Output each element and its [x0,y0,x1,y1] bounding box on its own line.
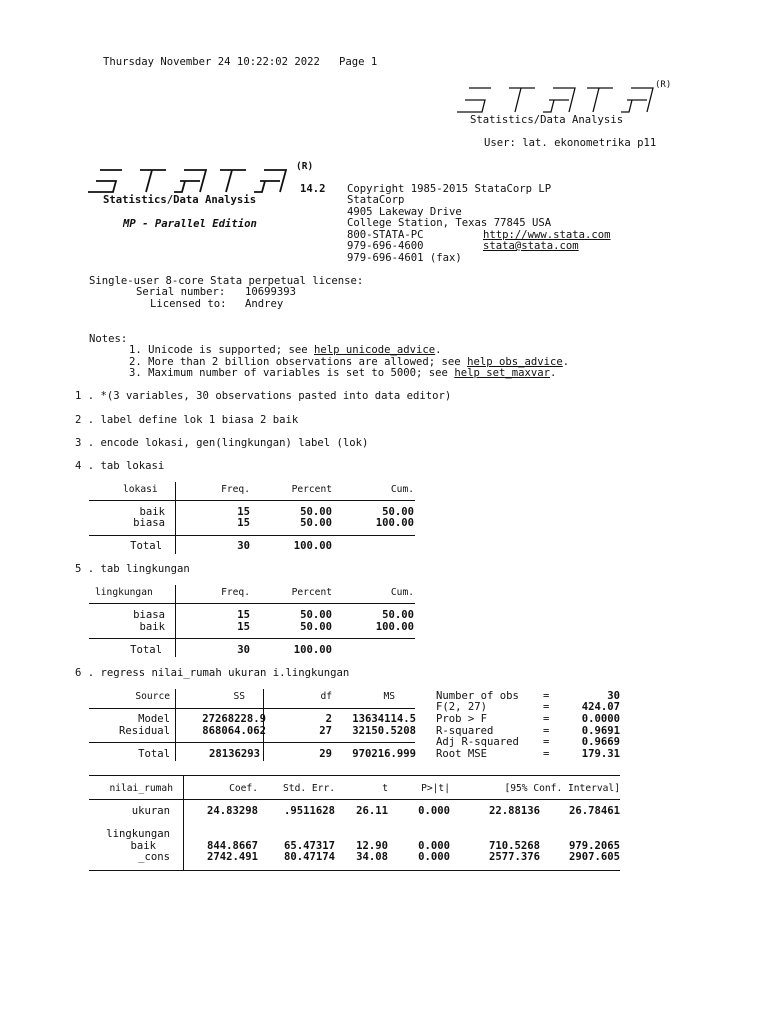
coef-ci-hi: 2907.605 [568,851,620,863]
anova-total-df: 29 [319,748,332,760]
coef-se: 80.47174 [283,851,335,863]
tab2-var-header: lingkungan [95,587,153,598]
coef-row-label: baik [130,840,156,852]
stat-label: Adj R-squared [436,736,519,748]
anova-row-label: Model [138,713,170,725]
command-5: 5 . tab lingkungan [75,563,190,575]
stat-value: 0.9669 [581,736,620,748]
table-cell-freq: 15 [237,609,250,621]
serial-label: Serial number: [136,286,226,298]
stat-label: F(2, 27) [436,701,488,713]
phone-2: 979-696-4600 [347,240,424,252]
coef-bottom-rule [89,870,620,871]
total-percent: 100.00 [293,644,332,656]
coef-p: 0.000 [418,840,450,852]
coef-group-label: lingkungan [106,828,170,840]
coef-ci-lo: 22.88136 [488,805,540,817]
tab1-var-header: lokasi [123,484,158,495]
table-cell-cum: 100.00 [375,621,414,633]
anova-df-header: df [320,691,332,702]
stat-value: 179.31 [581,748,620,760]
tab1-divider [89,500,415,501]
help-maxvar-link[interactable]: help set_maxvar [454,367,550,379]
note-3: 3. Maximum number of variables is set to 5000; see help set_maxvar. [129,367,557,379]
stat-value: 0.9691 [581,725,620,737]
tab1-total-divider [89,535,415,536]
small-logo-registered: (R) [655,80,672,90]
anova-total-divider [89,742,415,743]
total-label: Total [130,644,162,656]
anova-residual-df: 27 [319,725,332,737]
tab2-freq-header: Freq. [221,587,250,598]
coef-p-header: P>|t| [421,783,450,794]
banner-version: 14.2 [300,183,326,195]
table-cell-percent: 50.00 [300,517,332,529]
table-cell-percent: 50.00 [300,609,332,621]
fax: 979-696-4601 (fax) [347,252,462,264]
address-line-1: 4905 Lakeway Drive [347,206,462,218]
stat-eq: = [543,725,550,737]
anova-residual-ms: 32150.5208 [352,725,416,737]
table-cell-cum: 100.00 [375,517,414,529]
coef-t: 34.08 [356,851,388,863]
table-cell-freq: 15 [237,517,250,529]
license-line: Single-user 8-core Stata perpetual license: [89,275,364,287]
coef-se-header: Std. Err. [283,783,335,794]
tab1-percent-header: Percent [291,484,332,495]
coef-value: 24.83298 [206,805,258,817]
stat-value: 424.07 [581,701,620,713]
licensed-label: Licensed to: [150,298,227,310]
stata-logo-banner [86,166,296,196]
website-link[interactable]: http://www.stata.com [483,229,611,241]
tab2-divider [89,603,415,604]
anova-ss-header: SS [233,691,245,702]
table-row-label: biasa [133,517,165,529]
coef-ci-hi: 979.2065 [568,840,620,852]
table-cell-cum: 50.00 [382,506,414,518]
anova-total-ms: 970216.999 [352,748,416,760]
anova-model-df: 2 [325,713,332,725]
stat-eq: = [543,701,550,713]
coef-se: 65.47317 [283,840,335,852]
copyright: Copyright 1985-2015 StataCorp LP [347,183,552,195]
anova-total-ss: 28136293 [208,748,260,760]
command-3: 3 . encode lokasi, gen(lingkungan) label (lok) [75,437,369,449]
stat-value: 30 [607,690,620,702]
anova-row-label: Residual [118,725,170,737]
table-row-label: biasa [133,609,165,621]
stat-label: Prob > F [436,713,488,725]
help-obs-link[interactable]: help obs_advice [467,356,563,368]
coef-ci-lo: 2577.376 [488,851,540,863]
command-4: 4 . tab lokasi [75,460,165,472]
coef-t: 26.11 [356,805,388,817]
address-line-2: College Station, Texas 77845 USA [347,217,552,229]
coef-t-header: t [382,783,388,794]
company: StataCorp [347,194,405,206]
tab2-percent-header: Percent [291,587,332,598]
coef-t: 12.90 [356,840,388,852]
serial-value: 10699393 [245,286,297,298]
anova-vertical-rule-1 [175,689,176,761]
coef-ci-hi: 26.78461 [568,805,620,817]
stat-eq: = [543,690,550,702]
anova-divider [89,708,415,709]
command-1: 1 . *(3 variables, 30 observations pasted into data editor) [75,390,452,402]
banner-registered: (R) [296,161,314,172]
stat-eq: = [543,713,550,725]
table-cell-percent: 50.00 [300,621,332,633]
anova-model-ss: 27268228.9 [202,713,266,725]
table-row-label: baik [139,506,165,518]
tab2-total-divider [89,638,415,639]
coef-coef-header: Coef. [229,783,258,794]
anova-row-label: Total [138,748,170,760]
stat-label: Root MSE [436,748,488,760]
table-cell-percent: 50.00 [300,506,332,518]
coef-value: 844.8667 [206,840,258,852]
total-freq: 30 [237,644,250,656]
coef-row-label: _cons [138,851,170,863]
coef-dep-header: nilai_rumah [109,783,173,794]
coef-top-rule [89,775,620,776]
anova-model-ms: 13634114.5 [352,713,416,725]
user-line: User: lat. ekonometrika p11 [484,137,657,149]
anova-residual-ss: 868064.062 [202,725,266,737]
total-percent: 100.00 [293,540,332,552]
phone-1: 800-STATA-PC [347,229,424,241]
total-label: Total [130,540,162,552]
coef-value: 2742.491 [206,851,258,863]
tab1-cum-header: Cum. [390,484,414,495]
stat-value: 0.0000 [581,713,620,725]
table-cell-freq: 15 [237,621,250,633]
stat-label: R-squared [436,725,494,737]
coef-p: 0.000 [418,805,450,817]
licensed-value: Andrey [245,298,284,310]
coef-ci-header: [95% Conf. Interval] [504,783,620,794]
table-cell-freq: 15 [237,506,250,518]
coef-se: .9511628 [283,805,335,817]
stata-logo-small [455,84,660,116]
coef-vertical-rule [183,775,184,871]
tab2-vertical-rule [175,585,176,657]
anova-source-header: Source [135,691,170,702]
coef-p: 0.000 [418,851,450,863]
email-link[interactable]: stata@stata.com [483,240,579,252]
banner-edition: MP - Parallel Edition [123,218,257,230]
command-2: 2 . label define lok 1 biasa 2 baik [75,414,299,426]
coef-ci-lo: 710.5268 [488,840,540,852]
command-6: 6 . regress nilai_rumah ukuran i.lingkungan [75,667,350,679]
tab1-freq-header: Freq. [221,484,250,495]
note-1: 1. Unicode is supported; see help unicode_advice. [129,344,442,356]
table-cell-cum: 50.00 [382,609,414,621]
small-logo-caption: Statistics/Data Analysis [470,114,624,126]
banner-tagline: Statistics/Data Analysis [103,194,257,206]
anova-ms-header: MS [383,691,395,702]
notes-title: Notes: [89,333,128,345]
table-row-label: baik [139,621,165,633]
page-header: Thursday November 24 10:22:02 2022 Page 1 [103,56,378,68]
stat-label: Number of obs [436,690,519,702]
total-freq: 30 [237,540,250,552]
stat-eq: = [543,748,550,760]
note-2: 2. More than 2 billion observations are allowed; see help obs_advice. [129,356,570,368]
coef-row-label: ukuran [131,805,170,817]
tab1-vertical-rule [175,482,176,554]
coef-header-rule [89,799,620,800]
tab2-cum-header: Cum. [390,587,414,598]
help-unicode-link[interactable]: help unicode_advice [313,344,436,356]
stat-eq: = [543,736,550,748]
